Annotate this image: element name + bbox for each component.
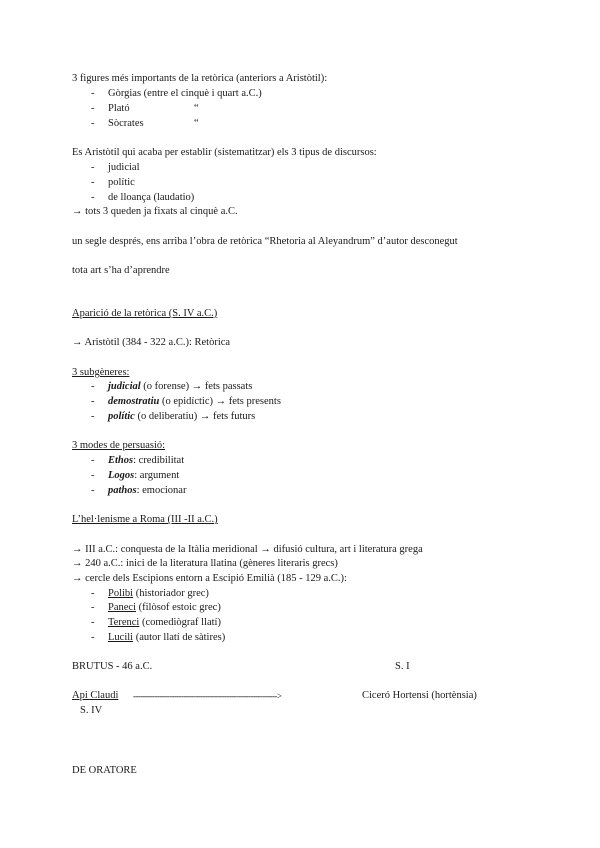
- mode-desc: : emocionar: [136, 485, 187, 496]
- intro-item-plato: Plató: [108, 103, 130, 114]
- bullet-dash: -: [91, 485, 95, 496]
- bullet-dash: -: [91, 455, 95, 466]
- author-name: Terenci: [108, 617, 140, 628]
- intro-item-gorgias: Gòrgias (entre el cinquè i quart a.C.): [108, 88, 262, 99]
- author-desc: (comediògraf llatí): [139, 617, 221, 628]
- hellenisme-line: → cercle dels Escipions entorn a Escipió Emilià (185 - 129 a.C.):: [72, 573, 347, 584]
- escipio-lucili: [108, 631, 225, 645]
- bullet-dash: -: [91, 162, 95, 173]
- aparicio-heading: Aparició de la retòrica (S. IV a.C.): [72, 308, 218, 319]
- author-name: Paneci: [108, 602, 136, 613]
- subgeneres-heading: 3 subgèneres:: [72, 367, 130, 378]
- mode-desc: : credibilitat: [133, 455, 185, 466]
- mode-ethos: [108, 454, 184, 468]
- mode-pathos: [108, 484, 186, 498]
- discurs-lloanca: de lloança (laudatio): [108, 192, 195, 203]
- bullet-dash: -: [91, 88, 95, 99]
- bullet-dash: -: [91, 192, 95, 203]
- bullet-dash: -: [91, 396, 95, 407]
- hellenisme-heading: L’hel·lenisme a Roma (III -II a.C.): [72, 514, 218, 525]
- subgenere-desc: (o epidíctic) → fets presents: [159, 396, 281, 407]
- bullet-dash: -: [91, 470, 95, 481]
- intro-item-socrates: Sòcrates: [108, 118, 144, 129]
- author-name: Polibi: [108, 588, 134, 599]
- author-desc: (historiador grec): [133, 588, 209, 599]
- ditto-mark: “: [194, 103, 199, 114]
- bullet-dash: -: [91, 103, 95, 114]
- author-name: Lucili: [108, 632, 134, 643]
- mode-term: pathos: [108, 485, 137, 496]
- discurs-judicial: judicial: [108, 162, 140, 173]
- discursos-conclusion: → tots 3 queden ja fixats al cinquè a.C.: [72, 206, 238, 217]
- modes-heading: 3 modes de persuasió:: [72, 440, 166, 451]
- author-desc: (autor llatí de sàtires): [133, 632, 226, 643]
- subgenere-desc: (o deliberatiu) → fets futurs: [134, 411, 256, 422]
- segle-line: un segle després, ens arriba l’obra de retòrica “Rhetoria al Aleyandrum” d’autor desconegut: [72, 236, 458, 247]
- subgenere-demostratiu: [108, 395, 281, 409]
- bullet-dash: -: [91, 632, 95, 643]
- api-claudi: Api Claudi: [72, 690, 119, 701]
- subgenere-politic: [108, 410, 255, 424]
- ditto-mark: “: [194, 118, 199, 129]
- subgenere-judicial: [108, 380, 252, 394]
- bullet-dash: -: [91, 588, 95, 599]
- mode-term: Logos: [108, 470, 135, 481]
- escipio-paneci: [108, 601, 221, 615]
- cicero-hortensi: Ciceró Hortensi (hortènsia): [362, 690, 477, 701]
- bullet-dash: -: [91, 381, 95, 392]
- subgenere-desc: (o forense) → fets passats: [140, 381, 253, 392]
- bullet-dash: -: [91, 177, 95, 188]
- intro-title: 3 figures més importants de la retòrica (anteriors a Aristòtil):: [72, 73, 328, 84]
- subgenere-term: demostratiu: [108, 396, 160, 407]
- subgenere-term: judicial: [108, 381, 141, 392]
- escipio-polibi: [108, 587, 209, 601]
- mode-term: Ethos: [108, 455, 134, 466]
- bullet-dash: -: [91, 602, 95, 613]
- discurs-politic: polític: [108, 177, 135, 188]
- subgenere-term: polític: [108, 411, 135, 422]
- api-century: S. IV: [80, 705, 103, 716]
- escipio-terenci: [108, 616, 221, 630]
- author-desc: (filòsof estoic grec): [136, 602, 221, 613]
- mode-logos: [108, 469, 179, 483]
- brutus-label: BRUTUS - 46 a.C.: [72, 661, 153, 672]
- hellenisme-line: → III a.C.: conquesta de la Itàlia meridional → difusió cultura, art i literatura grega: [72, 544, 423, 555]
- discursos-title: Es Aristòtil qui acaba per establir (sistematitzar) els 3 tipus de discursos:: [72, 147, 377, 158]
- aparicio-line: → Aristòtil (384 - 322 a.C.): Retòrica: [72, 337, 231, 348]
- timeline-arrow: ------------------------------------------------------------>: [133, 691, 282, 701]
- de-oratore: DE ORATORE: [72, 765, 137, 776]
- bullet-dash: -: [91, 617, 95, 628]
- bullet-dash: -: [91, 118, 95, 129]
- brutus-century: S. I: [395, 661, 410, 672]
- mode-desc: : argument: [134, 470, 180, 481]
- bullet-dash: -: [91, 411, 95, 422]
- art-line: tota art s’ha d’aprendre: [72, 265, 170, 276]
- hellenisme-line: → 240 a.C.: inici de la literatura llatina (gèneres literaris grecs): [72, 558, 338, 569]
